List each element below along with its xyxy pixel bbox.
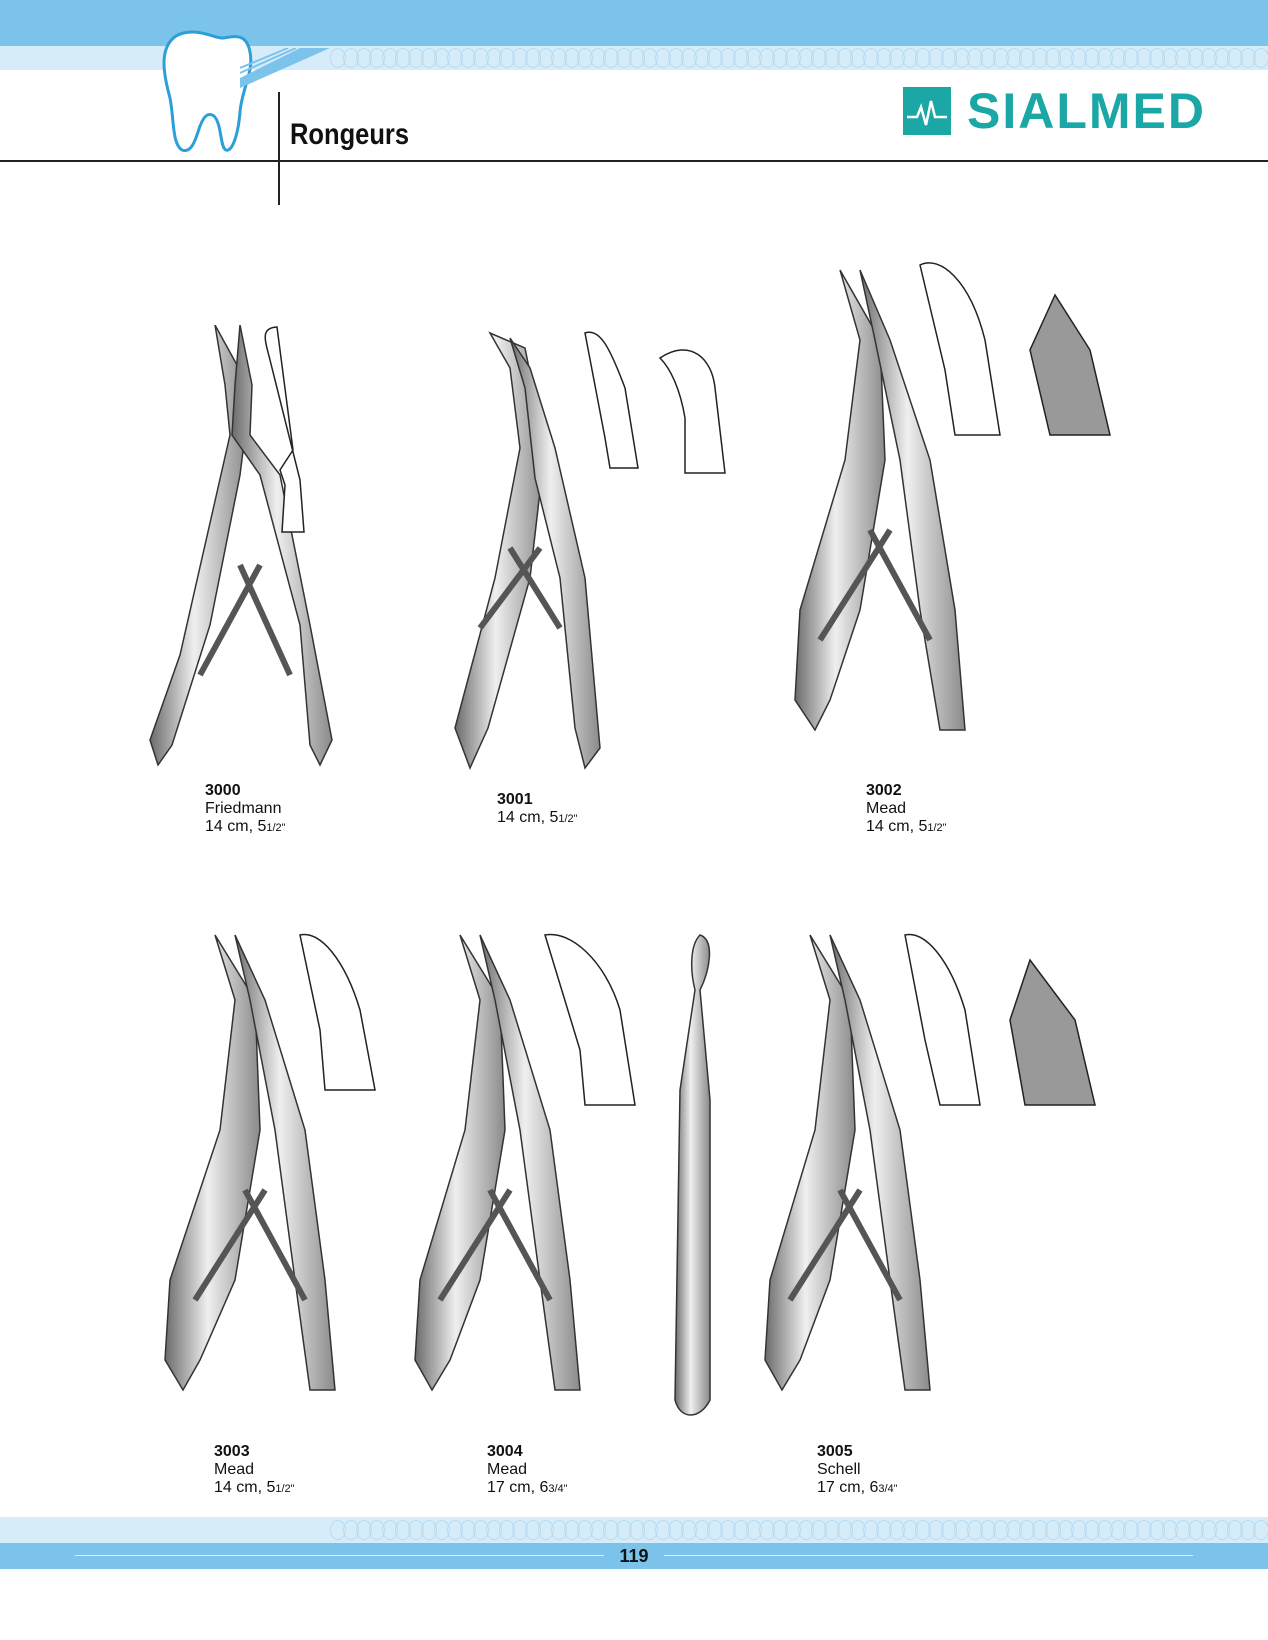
product-caption-3004 xyxy=(487,1443,568,1498)
product-name: Friedmann xyxy=(205,800,282,817)
page-title: Rongeurs xyxy=(290,118,410,151)
footer-ring-pattern xyxy=(330,1520,1268,1542)
product-size: 17 cm, 63/4" xyxy=(487,1479,568,1496)
product-code: 3005 xyxy=(817,1443,853,1460)
rongeur-3002-illustration xyxy=(790,260,1130,770)
product-size: 14 cm, 51/2" xyxy=(205,818,286,835)
product-code: 3002 xyxy=(866,782,902,799)
brand-logo xyxy=(903,83,1206,139)
product-caption-3001 xyxy=(497,791,578,828)
header-rule xyxy=(0,160,1268,162)
product-size: 14 cm, 51/2" xyxy=(497,809,578,826)
rongeur-3000-illustration xyxy=(140,325,360,775)
decorative-ring xyxy=(1253,48,1268,68)
product-size: 17 cm, 63/4" xyxy=(817,1479,898,1496)
product-name: Schell xyxy=(817,1461,861,1478)
product-caption-3003 xyxy=(214,1443,295,1498)
rongeur-3005-illustration xyxy=(760,930,1100,1430)
product-name: Mead xyxy=(214,1461,255,1478)
product-code: 3001 xyxy=(497,791,533,808)
header-stripe-decoration xyxy=(240,48,330,88)
product-size: 14 cm, 51/2" xyxy=(866,818,947,835)
product-caption-3000 xyxy=(205,782,286,837)
product-caption-3005 xyxy=(817,1443,898,1498)
rongeur-3003-illustration xyxy=(155,930,395,1430)
brand-name: SIALMED xyxy=(967,83,1206,139)
product-size: 14 cm, 51/2" xyxy=(214,1479,295,1496)
heartbeat-icon xyxy=(903,87,951,135)
product-code: 3003 xyxy=(214,1443,250,1460)
rongeur-3004-illustration xyxy=(410,930,760,1440)
product-code: 3004 xyxy=(487,1443,523,1460)
product-caption-3002 xyxy=(866,782,947,837)
rongeur-3001-illustration xyxy=(450,328,750,778)
product-name: Mead xyxy=(487,1461,528,1478)
decorative-ring xyxy=(1253,1520,1268,1540)
page-number: 119 xyxy=(604,1543,664,1569)
product-code: 3000 xyxy=(205,782,241,799)
product-name: Mead xyxy=(866,800,907,817)
header-divider xyxy=(278,92,280,205)
header-ring-pattern xyxy=(330,48,1268,70)
